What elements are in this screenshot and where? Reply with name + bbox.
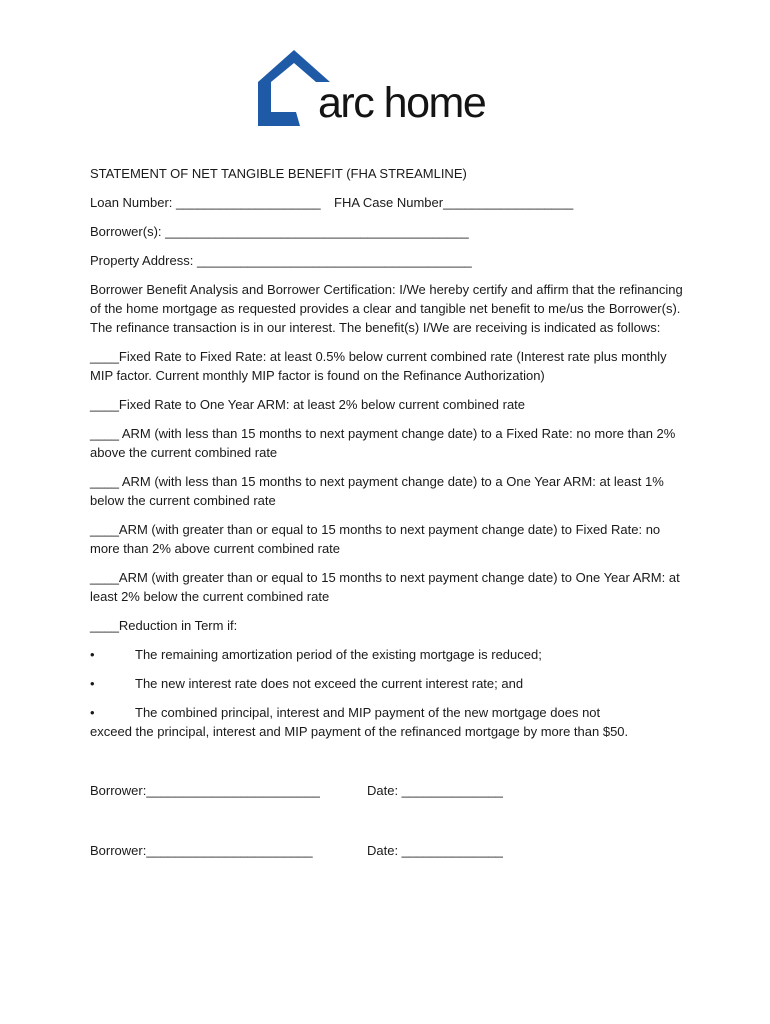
bullet-marker: • <box>90 676 95 691</box>
bullet-text: The new interest rate does not exceed the current interest rate; and <box>135 676 524 691</box>
property-address-field[interactable]: Property Address: ______________________________________ <box>90 253 472 268</box>
option-reduction-in-term: ____Reduction in Term if: <box>90 618 238 633</box>
date-field[interactable]: Date: ______________ <box>367 843 503 858</box>
fha-case-number-field[interactable]: FHA Case Number__________________ <box>334 195 574 210</box>
bullet-text-continuation: exceed the principal, interest and MIP payment of the refinanced mortgage by more than $50. <box>90 724 629 739</box>
borrower-signature-field[interactable]: Borrower:_______________________ <box>90 843 313 858</box>
document-title: STATEMENT OF NET TANGIBLE BENEFIT (FHA STREAMLINE) <box>90 166 467 181</box>
option-arm-gte15-to-fixed: ____ARM (with greater than or equal to 15 months to next payment change date) to Fixed Rate: no more than 2% above current combined rate <box>90 522 661 556</box>
arc-home-logo <box>252 44 514 130</box>
option-arm-lt15-to-fixed: ____ ARM (with less than 15 months to next payment change date) to a Fixed Rate: no more than 2% above the current combined rate <box>90 426 676 460</box>
loan-info-row <box>90 193 690 212</box>
date-field[interactable]: Date: ______________ <box>367 783 503 798</box>
option-arm-lt15-to-arm: ____ ARM (with less than 15 months to next payment change date) to a One Year ARM: at least 1% below the current combined rate <box>90 474 664 508</box>
list-item <box>90 674 690 693</box>
signature-row <box>90 841 690 860</box>
signature-row <box>90 781 690 800</box>
list-item <box>90 703 690 722</box>
loan-number-field[interactable]: Loan Number: ____________________ <box>90 195 321 210</box>
logo-wordmark: arc home <box>318 79 486 127</box>
option-arm-gte15-to-arm: ____ARM (with greater than or equal to 15 months to next payment change date) to One Year ARM: at least 2% below the current combined rate <box>90 570 680 604</box>
borrower-signature-field[interactable]: Borrower:________________________ <box>90 783 320 798</box>
option-fixed-to-arm: ____Fixed Rate to One Year ARM: at least 2% below current combined rate <box>90 397 526 412</box>
borrowers-field[interactable]: Borrower(s): __________________________________________ <box>90 224 469 239</box>
option-fixed-to-fixed: ____Fixed Rate to Fixed Rate: at least 0.5% below current combined rate (Interest rate plus monthly MIP factor. Current monthly MIP factor is found on the Refinance Authorization) <box>90 349 667 383</box>
bullet-marker: • <box>90 647 95 662</box>
certification-paragraph: Borrower Benefit Analysis and Borrower Certification: I/We hereby certify and affirm that the refinancing of the home mortgage as requested provides a clear and tangible net benefit to me/us the Borrower(s). The refinance transaction is in our interest. The benefit(s) I/We are receiving is indicated as follows: <box>90 282 683 335</box>
document-body <box>90 164 690 860</box>
bullet-marker: • <box>90 705 95 720</box>
list-item <box>90 645 690 664</box>
bullet-text: The combined principal, interest and MIP payment of the new mortgage does not <box>135 705 601 720</box>
bullet-text: The remaining amortization period of the existing mortgage is reduced; <box>135 647 542 662</box>
